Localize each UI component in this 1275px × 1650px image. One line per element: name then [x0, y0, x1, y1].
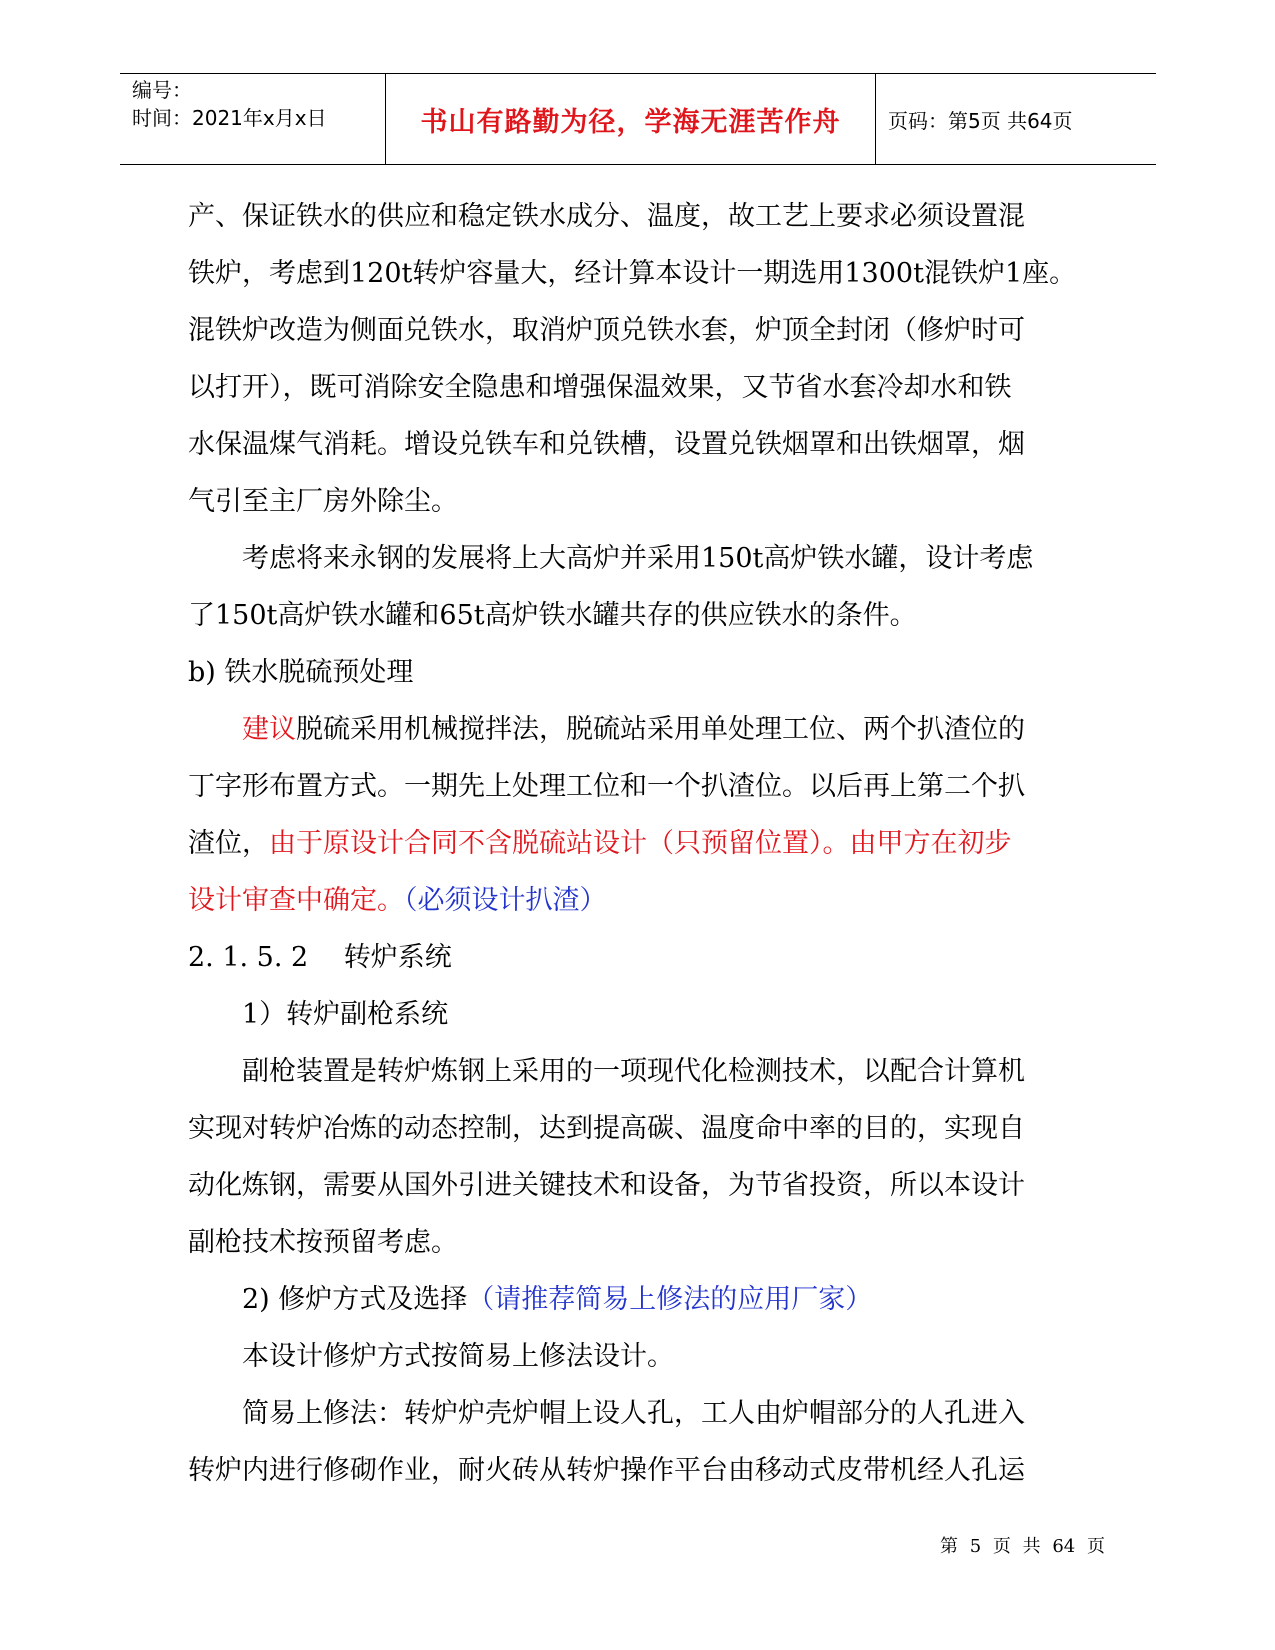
- document-time-label: 时间：2021年x月x日: [132, 106, 327, 130]
- subsection-heading: b) 铁水脱硫预处理: [188, 657, 414, 688]
- document-number-label: 编号：: [132, 78, 192, 102]
- desulf-text: 脱硫采用机械搅拌法，脱硫站采用单处理工位、两个扒渣位的: [296, 714, 1025, 745]
- body-line: 气引至主厂房外除尘。: [188, 486, 458, 517]
- header-page-info: 页码：第5页 共64页: [888, 108, 1073, 133]
- body-line: 实现对转炉冶炼的动态控制，达到提高碳、温度命中率的目的，实现自: [188, 1113, 1025, 1144]
- body-line: 了150t高炉铁水罐和65t高炉铁水罐共存的供应铁水的条件。: [188, 600, 917, 631]
- page-header: [120, 73, 1156, 165]
- desulf-line: [188, 701, 1088, 758]
- body-line: 本设计修炉方式按简易上修法设计。: [188, 1341, 674, 1372]
- blue-annotation: （请推荐简易上修法的应用厂家）: [467, 1284, 873, 1315]
- subsection-heading: 1）转炉副枪系统: [188, 999, 449, 1030]
- desulf-line: [188, 815, 1088, 872]
- body-line: 水保温煤气消耗。增设兑铁车和兑铁槽，设置兑铁烟罩和出铁烟罩，烟: [188, 429, 1025, 460]
- red-annotation: 设计审查中确定。: [188, 885, 404, 916]
- body-line: 副枪装置是转炉炼钢上采用的一项现代化检测技术，以配合计算机: [188, 1056, 1025, 1087]
- body-line: 简易上修法：转炉炉壳炉帽上设人孔，工人由炉帽部分的人孔进入: [188, 1398, 1025, 1429]
- section-heading: 2. 1. 5. 2 转炉系统: [188, 942, 452, 973]
- body-line: 以打开），既可消除安全隐患和增强保温效果，又节省水套冷却水和铁: [188, 372, 1012, 403]
- body-line: 产、保证铁水的供应和稳定铁水成分、温度，故工艺上要求必须设置混: [188, 201, 1025, 232]
- body-line: 动化炼钢，需要从国外引进关键技术和设备，为节省投资，所以本设计: [188, 1170, 1025, 1201]
- body-line: 副枪技术按预留考虑。: [188, 1227, 458, 1258]
- body-line: 考虑将来永钢的发展将上大高炉并采用150t高炉铁水罐，设计考虑: [188, 543, 1034, 574]
- red-annotation: 由于原设计合同不含脱硫站设计（只预留位置）。由甲方在初步: [269, 828, 1012, 859]
- header-motto: 书山有路勤为径，学海无涯苦作舟: [386, 74, 876, 164]
- subsection-title: 2) 修炉方式及选择: [188, 1284, 468, 1315]
- body-line: 铁炉，考虑到120t转炉容量大，经计算本设计一期选用1300t混铁炉1座。: [188, 258, 1077, 289]
- document-body: [188, 188, 1088, 1499]
- header-meta: [120, 74, 386, 164]
- body-line: 混铁炉改造为侧面兑铁水，取消炉顶兑铁水套，炉顶全封闭（修炉时可: [188, 315, 1025, 346]
- body-line: 转炉内进行修砌作业，耐火砖从转炉操作平台由移动式皮带机经人孔运: [188, 1455, 1025, 1486]
- subsection-heading: [188, 1271, 1088, 1328]
- desulf-text: 渣位，: [188, 828, 269, 859]
- desulf-line: [188, 872, 1088, 929]
- desulf-line: 丁字形布置方式。一期先上处理工位和一个扒渣位。以后再上第二个扒: [188, 771, 1025, 802]
- suggestion-mark: 建议: [242, 714, 296, 745]
- page-footer: 第 5 页 共 64 页: [940, 1536, 1105, 1557]
- blue-annotation: （必须设计扒渣）: [404, 885, 607, 916]
